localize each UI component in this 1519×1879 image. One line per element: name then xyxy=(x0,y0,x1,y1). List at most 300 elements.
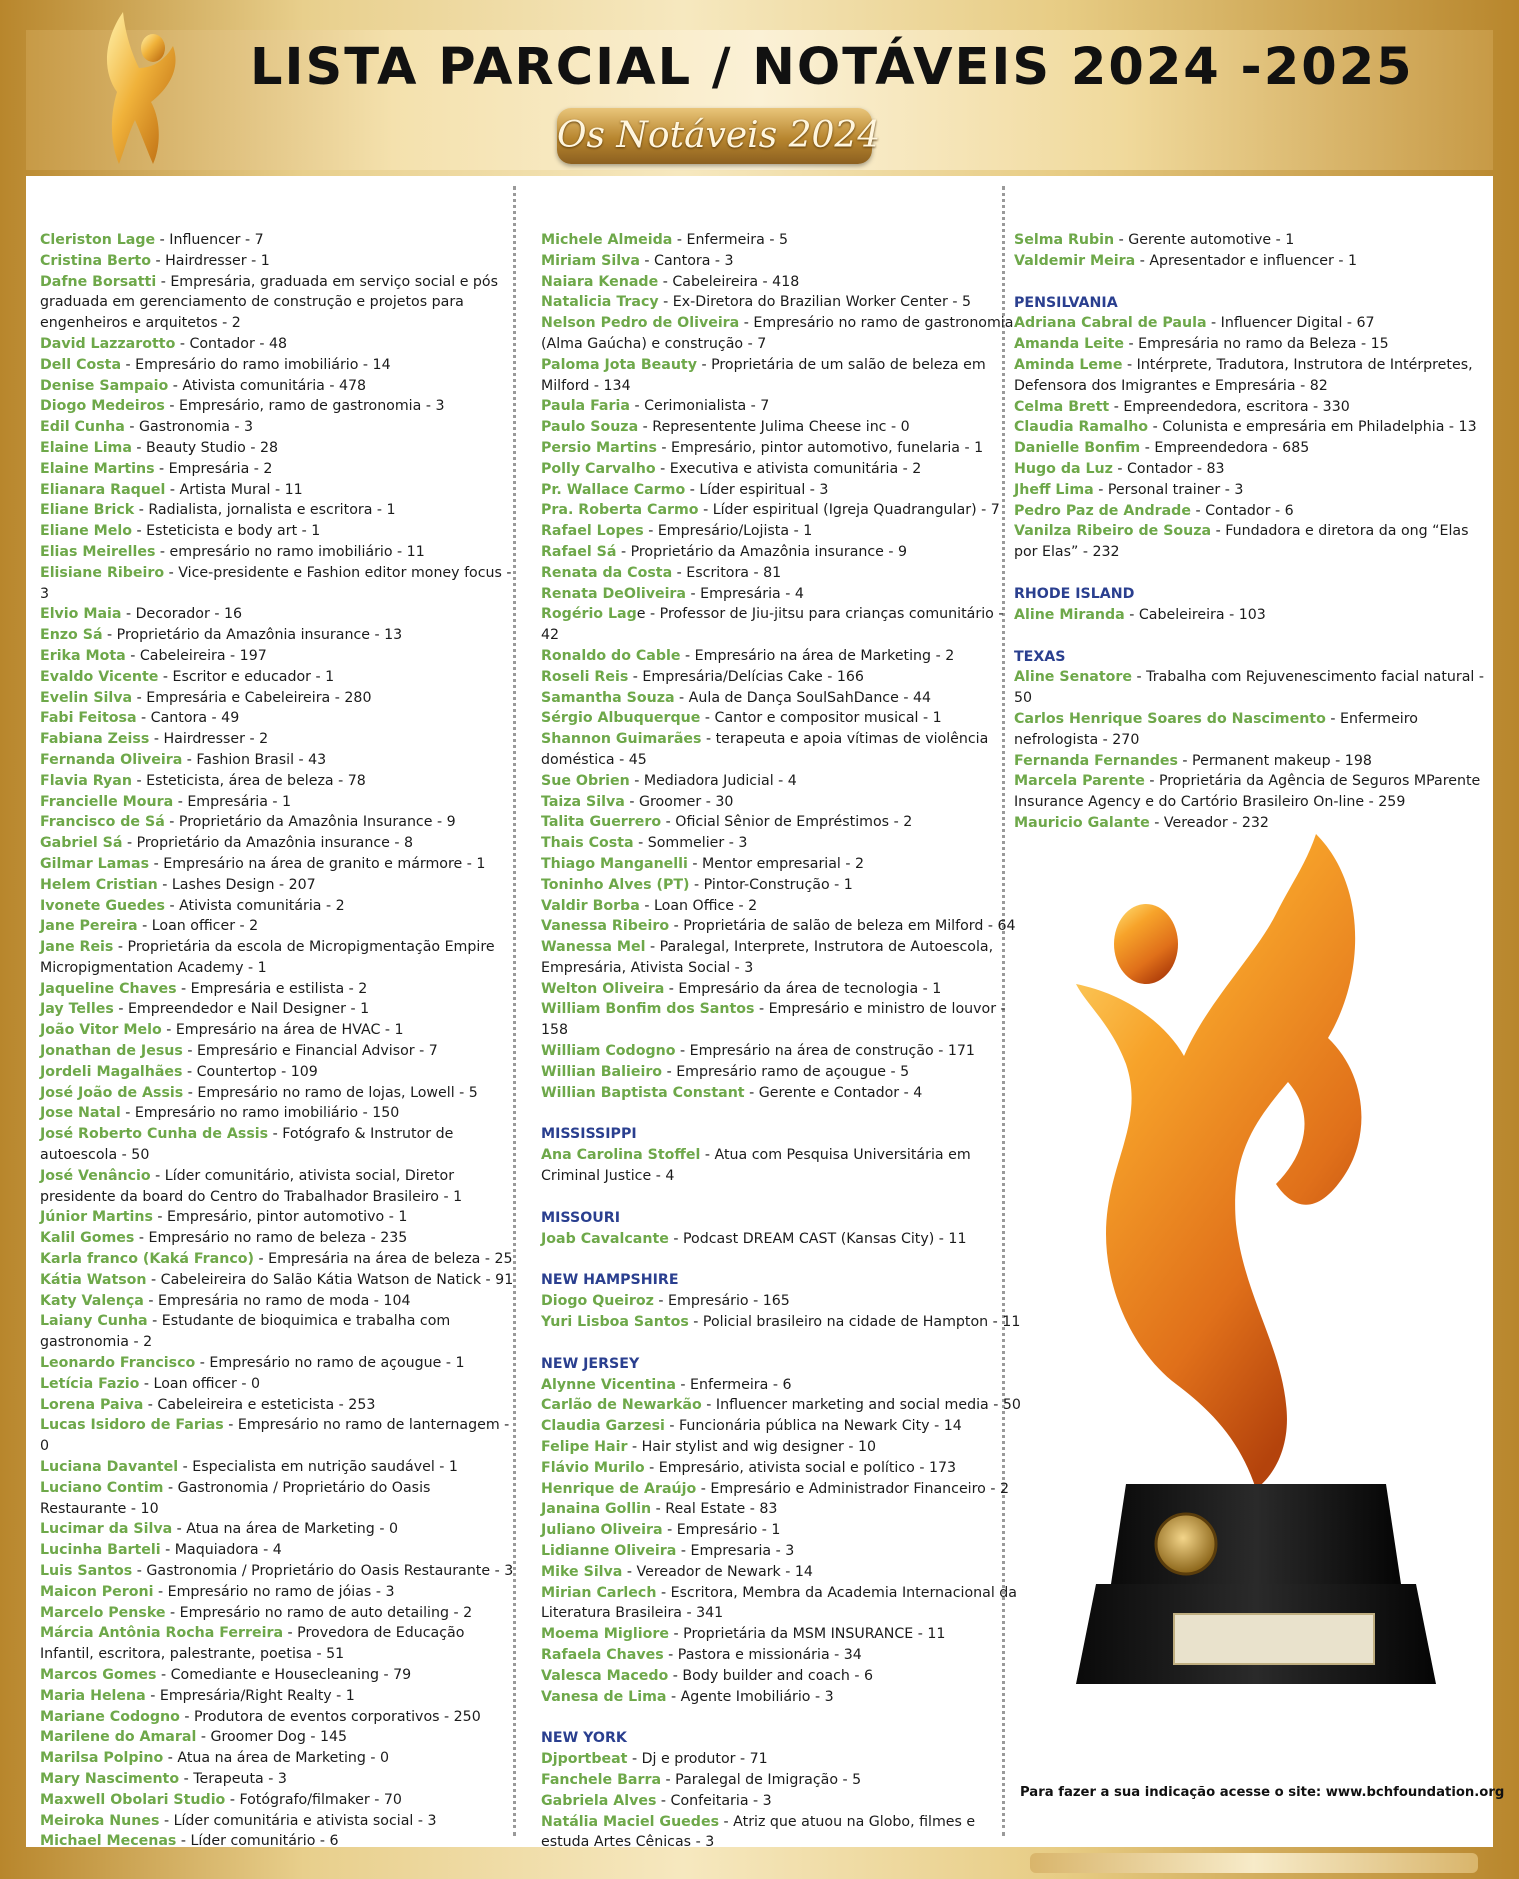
nominee-name: Naiara Kenade xyxy=(541,273,659,290)
nominee-name: João Vitor Melo xyxy=(40,1022,162,1039)
list-item xyxy=(541,1437,1021,1458)
list-item xyxy=(541,1416,1021,1437)
list-item xyxy=(40,563,518,605)
nominee-description: - Personal trainer - 3 xyxy=(1093,481,1244,498)
list-item xyxy=(40,1374,518,1395)
list-item xyxy=(541,708,1021,729)
nominee-description: - Contador - 6 xyxy=(1190,502,1294,519)
list-item xyxy=(541,230,1021,251)
list-item xyxy=(40,937,518,979)
nominee-description: - Líder espiritual - 3 xyxy=(685,481,829,498)
list-item xyxy=(40,1519,518,1540)
nominee-description: - Empresária na área de beleza - 25 xyxy=(253,1251,513,1268)
nominee-description: - Cabeleireira - 197 xyxy=(125,647,267,664)
nominee-name: Taiza Silva xyxy=(541,793,625,810)
list-item xyxy=(1014,334,1489,355)
list-item xyxy=(1014,459,1489,480)
nominee-description: - Escritora, Membra da Academia Internacional da Literatura Brasileira - 341 xyxy=(541,1584,1017,1622)
nominee-name: Ivonete Guedes xyxy=(40,897,165,914)
list-item xyxy=(541,313,1021,355)
nominee-name: Dafne Borsatti xyxy=(40,273,157,290)
nominee-description: - Atriz que atuou na Globo, filmes e estuda Artes Cênicas - 3 xyxy=(541,1813,976,1851)
nominee-name: Djportbeat xyxy=(541,1751,628,1768)
list-item xyxy=(541,1375,1021,1396)
list-item xyxy=(541,1520,1021,1541)
nominee-description: - Cabeleireira do Salão Kátia Watson de Natick - 91 xyxy=(146,1271,514,1288)
nominee-description: - Contador - 83 xyxy=(1112,460,1225,477)
list-item xyxy=(541,355,1021,397)
nominee-description: - Cantora - 3 xyxy=(639,252,734,269)
nominee-description: - Proprietária de salão de beleza em Milford - 64 xyxy=(669,918,1016,935)
list-item xyxy=(40,355,518,376)
list-item xyxy=(541,1541,1021,1562)
nominee-description: - Empresaria - 3 xyxy=(676,1543,795,1560)
list-item xyxy=(40,604,518,625)
list-item xyxy=(541,667,1021,688)
nominee-name: Marilene do Amaral xyxy=(40,1729,197,1746)
list-item xyxy=(40,1727,518,1748)
nominee-name: Helem Cristian xyxy=(40,876,158,893)
nominee-name: Mary Nascimento xyxy=(40,1770,180,1787)
website-note: Para fazer a sua indicação acesse o site: www.bchfoundation.org xyxy=(1020,1785,1505,1800)
list-item xyxy=(40,688,518,709)
list-item xyxy=(541,1041,1021,1062)
nominee-name: Luciano Contim xyxy=(40,1479,164,1496)
nominee-name: Júnior Martins xyxy=(40,1209,153,1226)
nominee-name: Claudia Ramalho xyxy=(1014,419,1149,436)
list-item xyxy=(40,1103,518,1124)
list-item xyxy=(40,979,518,1000)
nominee-description: - Gastronomia / Proprietário do Oasis Restaurante - 3 xyxy=(132,1563,514,1579)
nominee-name: Enzo Sá xyxy=(40,627,103,644)
list-item xyxy=(1014,605,1489,626)
list-item xyxy=(541,875,1021,896)
list-item xyxy=(541,812,1021,833)
nominee-description: - Empreendedor e Nail Designer - 1 xyxy=(113,1001,370,1018)
list-item xyxy=(40,1291,518,1312)
nominee-description: - Real Estate - 83 xyxy=(651,1501,778,1518)
nominee-name: Paloma Jota Beauty xyxy=(541,356,697,373)
nominee-name: Marcelo Penske xyxy=(40,1604,166,1621)
nominee-description: - Empresário e ministro de louvor - 158 xyxy=(541,1001,1006,1039)
nominee-description: - Groomer Dog - 145 xyxy=(196,1729,348,1746)
nominee-name: Flavia Ryan xyxy=(40,772,132,789)
nominee-name: Natalicia Tracy xyxy=(541,294,659,311)
nominee-description: - Empresária/Right Realty - 1 xyxy=(145,1687,355,1704)
list-item xyxy=(40,1207,518,1228)
list-item xyxy=(40,875,518,896)
nominee-name: Selma Rubin xyxy=(1014,232,1115,248)
nominee-description: - Decorador - 16 xyxy=(121,606,242,623)
nominee-description: - Hair stylist and wig designer - 10 xyxy=(627,1439,877,1456)
list-item xyxy=(40,251,518,272)
list-item xyxy=(40,1831,518,1852)
nominee-description: - Líder comunitário, ativista social, Diretor presidente da board do Centro do Trabalhador Brasileiro - 1 xyxy=(40,1167,463,1205)
list-item xyxy=(40,396,518,417)
nominee-name: Jose Natal xyxy=(40,1105,121,1122)
nominee-description: - Oficial Sênior de Empréstimos - 2 xyxy=(661,814,913,831)
list-item xyxy=(541,1562,1021,1583)
nominee-name: Renata da Costa xyxy=(541,564,673,581)
nominee-description: - Influencer - 7 xyxy=(155,232,264,248)
nominee-description: - Pintor-Construção - 1 xyxy=(689,876,853,893)
nominee-description: - Empresário - 1 xyxy=(662,1522,781,1539)
flame-figure-logo-icon xyxy=(95,8,195,168)
nominee-description: - Gerente automotive - 1 xyxy=(1114,232,1295,248)
nominee-description: - Influencer Digital - 67 xyxy=(1206,315,1375,332)
header xyxy=(0,0,1519,172)
list-item xyxy=(541,1458,1021,1479)
nominee-description: - Enfermeiro nefrologista - 270 xyxy=(1014,710,1418,748)
list-item xyxy=(40,854,518,875)
nominee-description: - Empresário no ramo de lanternagem - 0 xyxy=(40,1417,510,1455)
nominee-description: - Proprietária da escola de Micropigmentação Empire Micropigmentation Academy - 1 xyxy=(40,939,495,976)
list-item xyxy=(541,729,1021,771)
nominee-name: Carlos Henrique Soares do Nascimento xyxy=(1014,710,1326,727)
nominee-description: - Empresário, pintor automotivo, funelaria - 1 xyxy=(656,439,984,456)
list-item xyxy=(541,604,1021,646)
list-item xyxy=(40,729,518,750)
nominee-name: Lucas Isidoro de Farias xyxy=(40,1417,224,1434)
nominee-name: Yuri Lisboa Santos xyxy=(541,1314,689,1331)
list-item xyxy=(40,459,518,480)
nominee-description: - Paralegal, Interprete, Instrutora de Autoescola, Empresária, Ativista Social - 3 xyxy=(541,939,994,976)
nominee-description: - Fotógrafo/filmaker - 70 xyxy=(225,1791,402,1808)
list-item xyxy=(40,1540,518,1561)
nominee-description: - Empresário na área de Marketing - 2 xyxy=(680,647,955,664)
nominee-name: Luis Santos xyxy=(40,1563,133,1579)
list-item xyxy=(541,854,1021,875)
list-item xyxy=(40,1790,518,1811)
list-item xyxy=(541,1499,1021,1520)
nominee-name: Mirian Carlech xyxy=(541,1584,657,1601)
nominee-name: Mariane Codogno xyxy=(40,1708,180,1725)
nominee-name: Elianara Raquel xyxy=(40,481,166,498)
list-item xyxy=(40,1561,518,1582)
nominee-name: Rafael Sá xyxy=(541,543,617,560)
nominee-description: - Empresário e Financial Advisor - 7 xyxy=(182,1043,438,1060)
nominee-name: José Roberto Cunha de Assis xyxy=(40,1126,269,1143)
nominee-name: Fernanda Oliveira xyxy=(40,751,183,768)
nominee-description: - Policial brasileiro na cidade de Hampton - 11 xyxy=(688,1314,1021,1331)
nominee-description: - Ex-Diretora do Brazilian Worker Center - 5 xyxy=(658,294,972,311)
nominee-description: - Atua com Pesquisa Universitária em Criminal Justice - 4 xyxy=(541,1147,971,1185)
list-item xyxy=(40,750,518,771)
list-item xyxy=(1014,480,1489,501)
nominee-description: - Cabeleireira - 418 xyxy=(658,273,800,290)
nominee-description: - Mediadora Judicial - 4 xyxy=(629,772,797,789)
list-item xyxy=(541,937,1021,979)
nominee-description: - Esteticista e body art - 1 xyxy=(132,523,321,540)
nominee-name: Kalil Gomes xyxy=(40,1230,135,1247)
nominee-name: Moema Migliore xyxy=(541,1626,670,1643)
list-item xyxy=(40,230,518,251)
nominee-description: - Empresário no ramo de açougue - 1 xyxy=(195,1355,465,1372)
nominee-description: - Especialista em nutrição saudável - 1 xyxy=(178,1459,458,1476)
nominee-description: - Cantora - 49 xyxy=(136,710,240,727)
nominee-name: Joab Cavalcante xyxy=(541,1230,669,1247)
nominee-description: - Proprietária da Agência de Seguros MParente Insurance Agency e do Cartório Brasileiro On-line - 259 xyxy=(1014,773,1481,811)
nominee-description: - Empresário/Lojista - 1 xyxy=(643,523,813,540)
nominee-description: - Empresário e Administrador Financeiro - 2 xyxy=(696,1480,1009,1497)
list-item xyxy=(40,1020,518,1041)
nominee-description: - Lashes Design - 207 xyxy=(157,876,316,893)
list-item xyxy=(40,1166,518,1208)
state-heading: RHODE ISLAND xyxy=(1014,585,1135,602)
list-item xyxy=(40,708,518,729)
list-item xyxy=(40,1748,518,1769)
nominee-name: Nelson Pedro de Oliveira xyxy=(541,315,740,332)
nominee-name: Alynne Vicentina xyxy=(541,1376,676,1393)
nominee-name: Elaine Martins xyxy=(40,460,155,477)
nominee-name: Marcos Gomes xyxy=(40,1666,157,1683)
nominee-name: Erika Mota xyxy=(40,647,126,664)
list-item xyxy=(541,1229,1021,1250)
nominee-name: William Codogno xyxy=(541,1043,676,1060)
nominee-name: Felipe Hair xyxy=(541,1439,628,1456)
nominee-name: Marcela Parente xyxy=(1014,773,1145,790)
nominee-name: Jane Pereira xyxy=(40,918,138,935)
nominee-description: - Empresário no ramo de lojas, Lowell - 5 xyxy=(183,1084,478,1101)
nominee-description: - Líder espiritual (Igreja Quadrangular) - 7 xyxy=(698,502,1000,519)
nominee-name: Natália Maciel Guedes xyxy=(541,1813,720,1830)
list-item xyxy=(541,1062,1021,1083)
nominee-name: Amanda Leite xyxy=(1014,336,1125,353)
nominee-name: Adriana Cabral de Paula xyxy=(1014,315,1207,332)
list-item xyxy=(40,542,518,563)
nominee-name: Rogério Lag xyxy=(541,606,637,623)
nominee-name: Eliane Melo xyxy=(40,523,133,540)
list-item xyxy=(541,1083,1021,1104)
list-item xyxy=(40,1311,518,1353)
nominee-name: Vanesa de Lima xyxy=(541,1688,667,1705)
nominee-description: - Trabalha com Rejuvenescimento facial natural - 50 xyxy=(1014,669,1484,707)
nominee-name: Wanessa Mel xyxy=(541,939,646,956)
nominee-description: - Paralegal de Imigração - 5 xyxy=(661,1771,862,1788)
nominee-name: José Venâncio xyxy=(40,1167,151,1184)
list-item xyxy=(541,459,1021,480)
nominee-name: Cristina Berto xyxy=(40,252,151,269)
state-heading: NEW HAMPSHIRE xyxy=(541,1272,679,1289)
nominee-name: Lucinha Barteli xyxy=(40,1542,161,1559)
list-item xyxy=(40,771,518,792)
list-item xyxy=(40,1083,518,1104)
nominee-name: Maria Helena xyxy=(40,1687,146,1704)
nominee-name: Evaldo Vicente xyxy=(40,668,159,685)
nominee-description: - Countertop - 109 xyxy=(182,1063,318,1080)
nominee-name: Francielle Moura xyxy=(40,793,174,810)
state-heading: NEW JERSEY xyxy=(541,1355,640,1372)
list-item xyxy=(541,1145,1021,1187)
nominee-description: - Permanent makeup - 198 xyxy=(1177,752,1372,769)
nominee-name: Fanchele Barra xyxy=(541,1771,662,1788)
nominee-name: Miriam Silva xyxy=(541,252,640,269)
nominee-name: Toninho Alves (PT) xyxy=(541,876,690,893)
nominee-description: - Artista Mural - 11 xyxy=(165,481,303,498)
nominee-name: Willian Balieiro xyxy=(541,1063,663,1080)
nominee-description: - Empresário no ramo de auto detailing - 2 xyxy=(165,1604,473,1621)
nominee-description: - Empresária, graduada em serviço social e pós graduada em gerenciamento de construção e projetos para engenheiros e arquitetos - 2 xyxy=(40,273,499,332)
nominee-name: Ronaldo do Cable xyxy=(541,647,681,664)
list-item xyxy=(1014,438,1489,459)
list-item xyxy=(40,521,518,542)
nominee-name: Pra. Roberta Carmo xyxy=(541,502,699,519)
list-item xyxy=(541,1770,1021,1791)
state-heading: MISSOURI xyxy=(541,1209,620,1226)
nominee-name: Rafaela Chaves xyxy=(541,1647,664,1663)
list-item xyxy=(541,999,1021,1041)
list-item xyxy=(541,1479,1021,1500)
list-item xyxy=(1014,251,1489,272)
list-item xyxy=(541,542,1021,563)
nominee-name: Vanilza Ribeiro de Souza xyxy=(1014,523,1212,540)
nominee-name: Paula Faria xyxy=(541,398,630,415)
nominee-name: Eliane Brick xyxy=(40,502,135,519)
nominee-name: Luciana Davantel xyxy=(40,1459,179,1476)
nominee-description: - Enfermeira - 5 xyxy=(672,232,788,248)
nominee-name: Thiago Manganelli xyxy=(541,855,688,872)
nominee-name: Michael Mecenas xyxy=(40,1833,177,1850)
nominee-description: - Cabeleireira e esteticista - 253 xyxy=(143,1396,376,1413)
list-item xyxy=(541,1666,1021,1687)
nominee-name: Lorena Paiva xyxy=(40,1396,144,1413)
list-item xyxy=(541,896,1021,917)
list-item xyxy=(1014,751,1489,772)
nominee-description: - Empresária no ramo da Beleza - 15 xyxy=(1124,336,1389,353)
nominee-name: Laiany Cunha xyxy=(40,1313,148,1330)
nominee-name: Marilsa Polpino xyxy=(40,1750,164,1767)
nominee-name: Roseli Reis xyxy=(541,668,629,685)
nominee-description: - Empresária e Cabeleireira - 280 xyxy=(132,689,372,706)
nominee-description: - Gastronomia / Proprietário do Oasis Restaurante - 10 xyxy=(40,1479,431,1517)
nominee-name: Valesca Macedo xyxy=(541,1667,669,1684)
nominee-description: - Maquiadora - 4 xyxy=(160,1542,282,1559)
nominee-description: - Hairdresser - 2 xyxy=(149,731,269,748)
nominee-name: Welton Oliveira xyxy=(541,980,665,997)
nominee-description: - Empreendedora - 685 xyxy=(1140,440,1310,457)
nominee-name: Jay Telles xyxy=(40,1001,114,1018)
nominee-description: - Influencer marketing and social media - 50 xyxy=(701,1397,1021,1414)
nominee-description: - Pastora e missionária - 34 xyxy=(663,1647,862,1663)
nominee-name: David Lazzarotto xyxy=(40,335,176,352)
list-item xyxy=(40,1041,518,1062)
list-item xyxy=(1014,667,1489,709)
nominee-description: - Empresário no ramo de jóias - 3 xyxy=(153,1583,395,1600)
nominee-description: - Gerente e Contador - 4 xyxy=(744,1084,923,1101)
nominee-name: Polly Carvalho xyxy=(541,460,656,477)
list-item xyxy=(40,1665,518,1686)
list-item xyxy=(40,438,518,459)
nominee-description: - Confeitaria - 3 xyxy=(656,1792,772,1809)
nominee-description: - Empresário na área de construção - 171 xyxy=(675,1043,975,1060)
nominee-name: Jheff Lima xyxy=(1014,481,1094,498)
nominee-name: Gabriela Alves xyxy=(541,1792,657,1809)
list-item xyxy=(40,1457,518,1478)
nominee-description: - Colunista e empresária em Philadelphia - 13 xyxy=(1148,419,1477,436)
list-item xyxy=(40,1686,518,1707)
nominee-name: Persio Martins xyxy=(541,439,657,456)
nominee-description: - Provedora de Educação Infantil, escritora, palestrante, poetisa - 51 xyxy=(40,1625,465,1663)
nominee-name: Pedro Paz de Andrade xyxy=(1014,502,1191,519)
nominee-name: Willian Baptista Constant xyxy=(541,1084,745,1101)
list-item xyxy=(541,771,1021,792)
nominee-description: - Atua na área de Marketing - 0 xyxy=(163,1750,390,1767)
nominee-description: - Escritora - 81 xyxy=(672,564,782,581)
list-item xyxy=(40,376,518,397)
page-title: LISTA PARCIAL / NOTÁVEIS 2024 -2025 xyxy=(250,38,1414,97)
nominee-description: - Proprietário da Amazônia Insurance - 9 xyxy=(164,814,456,831)
nominee-description: - Empresário do ramo imobiliário - 14 xyxy=(121,356,391,373)
list-item xyxy=(40,1395,518,1416)
nominee-name: José João de Assis xyxy=(40,1084,184,1101)
nominee-name: Mauricio Galante xyxy=(1014,814,1150,831)
list-item xyxy=(541,792,1021,813)
list-item xyxy=(541,500,1021,521)
list-item xyxy=(40,1062,518,1083)
nominee-name: Sue Obrien xyxy=(541,772,630,789)
nominee-name: Fabiana Zeiss xyxy=(40,731,150,748)
state-heading: PENSILVANIA xyxy=(1014,294,1118,311)
nominee-description: - Enfermeira - 6 xyxy=(675,1376,792,1393)
nominee-description: - Vice-presidente e Fashion editor money focus - 3 xyxy=(40,564,512,602)
nominee-column-3 xyxy=(1014,230,1489,834)
nominee-description: - Empresário, ativista social e político - 173 xyxy=(644,1459,957,1476)
nominee-name: Letícia Fazio xyxy=(40,1375,140,1392)
nominee-description: e - Professor de Jiu-jitsu para crianças comunitário - 42 xyxy=(541,606,1004,644)
list-item xyxy=(541,1687,1021,1708)
nominee-name: Jordeli Magalhães xyxy=(40,1063,183,1080)
list-item xyxy=(541,646,1021,667)
nominee-description: - Beauty Studio - 28 xyxy=(131,439,279,456)
nominee-description: - Loan officer - 2 xyxy=(137,918,259,935)
nominee-description: - Líder comunitário - 6 xyxy=(176,1833,339,1850)
nominee-description: - Cabeleireira - 103 xyxy=(1124,606,1266,623)
list-item xyxy=(541,1583,1021,1625)
nominee-description: - Ativista comunitária - 2 xyxy=(164,897,345,914)
list-item xyxy=(1014,709,1489,751)
nominee-name: Gabriel Sá xyxy=(40,835,123,852)
list-item xyxy=(541,1812,1021,1854)
list-item xyxy=(40,1811,518,1832)
flame-trophy-icon xyxy=(1066,824,1446,1704)
nominee-description: - Gastronomia - 3 xyxy=(124,419,254,436)
nominee-description: - Hairdresser - 1 xyxy=(150,252,270,269)
nominee-description: - Empresário, ramo de gastronomia - 3 xyxy=(164,398,445,415)
list-item xyxy=(40,896,518,917)
nominee-description: - Proprietário da Amazônia insurance - 8 xyxy=(122,835,414,852)
nominee-name: Diogo Medeiros xyxy=(40,398,165,415)
nominee-description: - Sommelier - 3 xyxy=(633,835,748,852)
list-item xyxy=(40,1124,518,1166)
nominee-description: - Empresário, pintor automotivo - 1 xyxy=(152,1209,408,1226)
nominee-name: Elvio Maia xyxy=(40,606,122,623)
list-item xyxy=(541,417,1021,438)
nominee-description: - Cantor e compositor musical - 1 xyxy=(700,710,942,727)
list-item xyxy=(541,916,1021,937)
nominee-description: - Cerimonialista - 7 xyxy=(629,398,770,415)
list-item xyxy=(1014,313,1489,334)
nominee-name: Diogo Queiroz xyxy=(541,1293,654,1310)
nominee-description: - Agente Imobiliário - 3 xyxy=(666,1688,834,1705)
list-item xyxy=(40,667,518,688)
bottom-decor-bar xyxy=(1030,1853,1478,1873)
nominee-name: Carlão de Newarkão xyxy=(541,1397,702,1414)
list-item xyxy=(1014,230,1489,251)
nominee-description: - Mentor empresarial - 2 xyxy=(687,855,865,872)
nominee-name: Danielle Bonfim xyxy=(1014,440,1141,457)
list-item xyxy=(541,292,1021,313)
list-item xyxy=(541,396,1021,417)
